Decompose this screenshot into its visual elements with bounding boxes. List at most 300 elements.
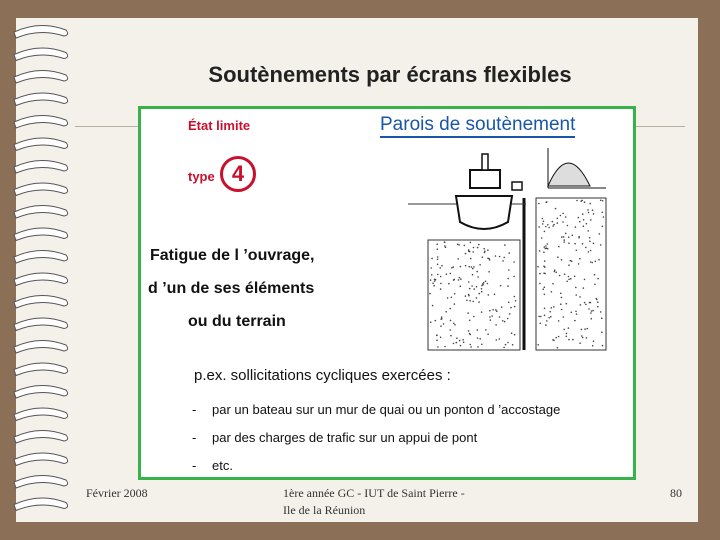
spiral-ring bbox=[14, 250, 68, 263]
slide-title: Soutènements par écrans flexibles bbox=[208, 62, 572, 87]
soil-dot bbox=[576, 200, 578, 202]
soil-dot bbox=[601, 331, 603, 333]
soil-dot bbox=[507, 278, 509, 280]
soil-dot bbox=[468, 266, 470, 268]
soil-dot bbox=[587, 209, 589, 211]
soil-dot bbox=[589, 237, 591, 239]
soil-dot bbox=[487, 258, 489, 260]
soil-dot bbox=[543, 251, 545, 253]
soil-dot bbox=[561, 297, 563, 299]
soil-dot bbox=[485, 281, 487, 283]
soil-dot bbox=[571, 312, 573, 314]
soil-dot bbox=[597, 306, 599, 308]
soil-dot bbox=[443, 323, 445, 325]
fatigue-line-2: d ’un de ses éléments bbox=[148, 280, 315, 297]
soil-dot bbox=[469, 333, 471, 335]
soil-dot bbox=[568, 279, 570, 281]
soil-dot bbox=[483, 248, 485, 250]
soil-dot bbox=[460, 285, 462, 287]
soil-dot bbox=[592, 345, 594, 347]
soil-dot bbox=[445, 311, 447, 313]
soil-dot bbox=[575, 287, 577, 289]
soil-dot bbox=[594, 274, 596, 276]
soil-dot bbox=[477, 329, 479, 331]
soil-dot bbox=[584, 201, 586, 203]
soil-dot bbox=[568, 236, 570, 238]
soil-dot bbox=[502, 260, 504, 262]
soil-dot bbox=[561, 236, 563, 238]
soil-dot bbox=[450, 273, 452, 275]
soil-dot bbox=[572, 339, 574, 341]
soil-dot bbox=[557, 256, 559, 258]
soil-dot bbox=[543, 221, 545, 223]
soil-dot bbox=[487, 283, 489, 285]
soil-dot bbox=[449, 308, 451, 310]
soil-dot bbox=[590, 312, 592, 314]
soil-dot bbox=[568, 327, 570, 329]
soil-dot bbox=[560, 293, 562, 295]
soil-dot bbox=[460, 266, 462, 268]
soil-dot bbox=[555, 208, 557, 210]
soil-dot bbox=[563, 329, 565, 331]
soil-dot bbox=[539, 273, 541, 275]
soil-dot bbox=[601, 212, 603, 214]
spiral-binding bbox=[0, 18, 80, 522]
soil-dot bbox=[554, 271, 556, 273]
soil-dot bbox=[430, 279, 432, 281]
soil-dot bbox=[463, 342, 465, 344]
soil-dot bbox=[476, 286, 478, 288]
soil-dot bbox=[477, 276, 479, 278]
bullet-1 bbox=[192, 402, 560, 417]
spiral-ring bbox=[14, 273, 68, 286]
soil-dot bbox=[586, 223, 588, 225]
soil-dot bbox=[508, 302, 510, 304]
soil-dot bbox=[576, 250, 578, 252]
spiral-ring bbox=[14, 25, 68, 38]
soil-dot bbox=[508, 269, 510, 271]
soil-dot bbox=[479, 264, 481, 266]
soil-dot bbox=[572, 235, 574, 237]
soil-dot bbox=[545, 226, 547, 228]
soil-dot bbox=[598, 259, 600, 261]
soil-dot bbox=[557, 218, 559, 220]
soil-dot bbox=[457, 258, 459, 260]
soil-dot bbox=[560, 215, 562, 217]
soil-dot bbox=[430, 267, 432, 269]
soil-dot bbox=[558, 336, 560, 338]
soil-dot bbox=[472, 274, 474, 276]
soil-dot bbox=[539, 250, 541, 252]
soil-dot bbox=[590, 219, 592, 221]
spiral-ring bbox=[14, 408, 68, 421]
spiral-ring bbox=[14, 160, 68, 173]
soil-dot bbox=[501, 306, 503, 308]
soil-dot bbox=[457, 244, 459, 246]
soil-dot bbox=[487, 333, 489, 335]
soil-dot bbox=[543, 272, 545, 274]
soil-dot bbox=[513, 276, 515, 278]
soil-dot bbox=[450, 320, 452, 322]
soil-dot bbox=[437, 259, 439, 261]
spiral-ring bbox=[14, 228, 68, 241]
soil-dot bbox=[600, 200, 602, 202]
soil-dot bbox=[440, 288, 442, 290]
soil-dot bbox=[435, 320, 437, 322]
soil-dot bbox=[492, 309, 494, 311]
soil-dot bbox=[557, 347, 559, 349]
soil-dot bbox=[575, 294, 577, 296]
soil-dot bbox=[465, 253, 467, 255]
soil-dot bbox=[595, 261, 597, 263]
soil-dot bbox=[565, 233, 567, 235]
soil-dot bbox=[431, 258, 433, 260]
soil-dot bbox=[544, 315, 546, 317]
soil-dot bbox=[566, 336, 568, 338]
soil-dot bbox=[473, 266, 475, 268]
soil-dot bbox=[596, 298, 598, 300]
spiral-ring bbox=[14, 318, 68, 331]
soil-dot bbox=[588, 212, 590, 214]
soil-dot bbox=[470, 346, 472, 348]
soil-dot bbox=[550, 316, 552, 318]
soil-dot bbox=[472, 268, 474, 270]
soil-dot bbox=[431, 274, 433, 276]
soil-dot bbox=[589, 241, 591, 243]
soil-dot bbox=[441, 316, 443, 318]
soil-dot bbox=[568, 242, 570, 244]
spiral-ring bbox=[14, 48, 68, 61]
soil-dot bbox=[496, 339, 498, 341]
spiral-ring bbox=[14, 295, 68, 308]
soil-dot bbox=[488, 294, 490, 296]
soil-dot bbox=[476, 297, 478, 299]
soil-dot bbox=[453, 323, 455, 325]
soil-dot bbox=[504, 321, 506, 323]
soil-dot bbox=[552, 339, 554, 341]
soil-dot bbox=[544, 308, 546, 310]
type-number: 4 bbox=[231, 161, 245, 186]
soil-dot bbox=[565, 216, 567, 218]
soil-dot bbox=[551, 291, 553, 293]
soil-dot bbox=[471, 266, 473, 268]
soil-dot bbox=[602, 200, 604, 202]
soil-dot bbox=[589, 203, 591, 205]
soil-dot bbox=[468, 294, 470, 296]
soil-dot bbox=[542, 288, 544, 290]
spiral-ring bbox=[14, 70, 68, 83]
soil-dot bbox=[566, 303, 568, 305]
soil-dot bbox=[460, 278, 462, 280]
boat-mast bbox=[482, 154, 488, 170]
soil-dot bbox=[488, 271, 490, 273]
soil-dot bbox=[537, 344, 539, 346]
spiral-ring bbox=[14, 475, 68, 488]
soil-dot bbox=[597, 278, 599, 280]
soil-dot bbox=[600, 244, 602, 246]
soil-dot bbox=[539, 323, 541, 325]
soil-dot bbox=[603, 216, 605, 218]
soil-dot bbox=[504, 244, 506, 246]
soil-dot bbox=[597, 301, 599, 303]
soil-dot bbox=[458, 244, 460, 246]
soil-dot bbox=[440, 337, 442, 339]
soil-dot bbox=[564, 273, 566, 275]
soil-dot bbox=[450, 335, 452, 337]
bullet-text: par un bateau sur un mur de quai ou un ponton d ’accostage bbox=[212, 402, 561, 417]
soil-dot bbox=[503, 347, 505, 349]
soil-dot bbox=[466, 300, 468, 302]
soil-dot bbox=[568, 264, 570, 266]
soil-dot bbox=[430, 321, 432, 323]
soil-dot bbox=[594, 284, 596, 286]
soil-dot bbox=[508, 252, 510, 254]
fender bbox=[512, 182, 522, 190]
soil-dot bbox=[602, 345, 604, 347]
soil-dot bbox=[440, 283, 442, 285]
soil-dot bbox=[441, 265, 443, 267]
soil-dot bbox=[454, 303, 456, 305]
soil-dot bbox=[439, 267, 441, 269]
soil-dot bbox=[553, 306, 555, 308]
soil-dot bbox=[437, 256, 439, 258]
soil-dot bbox=[567, 225, 569, 227]
soil-dot bbox=[566, 333, 568, 335]
soil-dot bbox=[437, 248, 439, 250]
soil-dot bbox=[542, 223, 544, 225]
soil-dot bbox=[512, 344, 514, 346]
soil-dot bbox=[503, 257, 505, 259]
soil-dot bbox=[434, 280, 436, 282]
spiral-ring bbox=[14, 385, 68, 398]
soil-dot bbox=[568, 276, 570, 278]
soil-dot bbox=[584, 302, 586, 304]
soil-dot bbox=[538, 203, 540, 205]
soil-dot bbox=[469, 300, 471, 302]
soil-dot bbox=[562, 221, 564, 223]
soil-dot bbox=[436, 339, 438, 341]
soil-dot bbox=[571, 260, 573, 262]
soil-dot bbox=[584, 328, 586, 330]
fatigue-line-1: Fatigue de l ’ouvrage, bbox=[150, 247, 315, 264]
soil-dot bbox=[489, 259, 491, 261]
soil-dot bbox=[543, 265, 545, 267]
soil-left-hatch bbox=[428, 240, 520, 350]
soil-dot bbox=[574, 320, 576, 322]
soil-dot bbox=[468, 281, 470, 283]
soil-dot bbox=[579, 221, 581, 223]
soil-dot bbox=[436, 243, 438, 245]
soil-dot bbox=[587, 230, 589, 232]
soil-dot bbox=[561, 259, 563, 261]
footer-course-line-1: 1ère année GC - IUT de Saint Pierre - bbox=[283, 486, 465, 500]
soil-dot bbox=[547, 243, 549, 245]
soil-dot bbox=[574, 243, 576, 245]
soil-dot bbox=[469, 320, 471, 322]
soil-dot bbox=[449, 329, 451, 331]
soil-dot bbox=[452, 266, 454, 268]
example-intro: p.ex. sollicitations cycliques exercées : bbox=[194, 367, 451, 384]
soil-dot bbox=[586, 337, 588, 339]
soil-dot bbox=[472, 301, 474, 303]
soil-dot bbox=[546, 320, 548, 322]
soil-dot bbox=[494, 293, 496, 295]
soil-dot bbox=[562, 213, 564, 215]
soil-dot bbox=[584, 279, 586, 281]
soil-dot bbox=[440, 276, 442, 278]
soil-dot bbox=[579, 342, 581, 344]
soil-dot bbox=[491, 315, 493, 317]
soil-dot bbox=[590, 261, 592, 263]
soil-dot bbox=[544, 286, 546, 288]
soil-dot bbox=[570, 278, 572, 280]
footer-date: Février 2008 bbox=[86, 486, 148, 500]
soil-dot bbox=[539, 283, 541, 285]
soil-dot bbox=[552, 225, 554, 227]
soil-dot bbox=[490, 319, 492, 321]
spiral-ring bbox=[14, 183, 68, 196]
soil-right-hatch bbox=[536, 198, 606, 350]
soil-dot bbox=[451, 267, 453, 269]
soil-dot bbox=[454, 279, 456, 281]
spiral-ring bbox=[14, 138, 68, 151]
soil-dot bbox=[478, 301, 480, 303]
soil-dot bbox=[473, 247, 475, 249]
soil-dot bbox=[582, 243, 584, 245]
soil-dot bbox=[563, 241, 565, 243]
soil-dot bbox=[578, 263, 580, 265]
soil-dot bbox=[473, 316, 475, 318]
spiral-ring bbox=[14, 93, 68, 106]
soil-dot bbox=[557, 222, 559, 224]
soil-dot bbox=[458, 279, 460, 281]
soil-dot bbox=[471, 285, 473, 287]
soil-dot bbox=[444, 242, 446, 244]
soil-dot bbox=[579, 296, 581, 298]
soil-dot bbox=[583, 225, 585, 227]
soil-dot bbox=[558, 246, 560, 248]
soil-dot bbox=[548, 227, 550, 229]
spiral-ring bbox=[14, 340, 68, 353]
soil-dot bbox=[548, 317, 550, 319]
soil-dot bbox=[590, 250, 592, 252]
soil-dot bbox=[585, 247, 587, 249]
soil-dot bbox=[544, 260, 546, 262]
force-time-curve bbox=[548, 163, 590, 186]
soil-dot bbox=[470, 344, 472, 346]
parois-title: Parois de soutènement bbox=[380, 114, 575, 138]
soil-dot bbox=[499, 316, 501, 318]
soil-dot bbox=[547, 224, 549, 226]
soil-dot bbox=[575, 226, 577, 228]
soil-dot bbox=[544, 246, 546, 248]
soil-dot bbox=[582, 213, 584, 215]
soil-dot bbox=[500, 285, 502, 287]
bullet-2 bbox=[192, 430, 477, 445]
soil-dot bbox=[561, 309, 563, 311]
soil-dot bbox=[545, 202, 547, 204]
bullet-dash: - bbox=[192, 430, 197, 445]
type-number-badge bbox=[220, 156, 256, 192]
soil-dot bbox=[593, 243, 595, 245]
soil-dot bbox=[429, 293, 431, 295]
soil-dot bbox=[507, 285, 509, 287]
soil-dot bbox=[560, 303, 562, 305]
soil-dot bbox=[574, 276, 576, 278]
soil-dot bbox=[510, 307, 512, 309]
soil-dot bbox=[602, 226, 604, 228]
footer-course-line-2: Ile de la Réunion bbox=[283, 503, 366, 517]
boat-cabin bbox=[470, 170, 500, 188]
soil-dot bbox=[437, 346, 439, 348]
soil-dot bbox=[468, 330, 470, 332]
soil-dot bbox=[447, 297, 449, 299]
soil-dot bbox=[538, 226, 540, 228]
soil-dot bbox=[592, 262, 594, 264]
soil-dot bbox=[581, 335, 583, 337]
soil-dot bbox=[509, 313, 511, 315]
soil-dot bbox=[592, 310, 594, 312]
soil-dot bbox=[537, 266, 539, 268]
spiral-ring bbox=[14, 498, 68, 511]
soil-dot bbox=[585, 304, 587, 306]
soil-dot bbox=[478, 244, 480, 246]
soil-dot bbox=[477, 247, 479, 249]
soil-dot bbox=[470, 242, 472, 244]
soil-dot bbox=[444, 346, 446, 348]
etat-limite-label: État limite bbox=[188, 118, 251, 133]
soil-dot bbox=[451, 297, 453, 299]
soil-dot bbox=[559, 275, 561, 277]
soil-dot bbox=[465, 295, 467, 297]
soil-dot bbox=[459, 340, 461, 342]
soil-dot bbox=[440, 325, 442, 327]
soil-dot bbox=[476, 271, 478, 273]
soil-dot bbox=[555, 272, 557, 274]
quay-wall-diagram bbox=[408, 140, 608, 352]
soil-dot bbox=[581, 329, 583, 331]
soil-dot bbox=[484, 252, 486, 254]
soil-dot bbox=[437, 274, 439, 276]
soil-dot bbox=[456, 337, 458, 339]
soil-dot bbox=[499, 338, 501, 340]
soil-dot bbox=[432, 282, 434, 284]
soil-dot bbox=[580, 304, 582, 306]
soil-dot bbox=[495, 255, 497, 257]
soil-dot bbox=[472, 251, 474, 253]
soil-dot bbox=[481, 311, 483, 313]
soil-dot bbox=[593, 213, 595, 215]
soil-dot bbox=[489, 316, 491, 318]
soil-dot bbox=[590, 302, 592, 304]
soil-dot bbox=[514, 306, 516, 308]
soil-dot bbox=[459, 277, 461, 279]
soil-dot bbox=[485, 329, 487, 331]
soil-dot bbox=[514, 334, 516, 336]
soil-dot bbox=[599, 233, 601, 235]
soil-dot bbox=[499, 256, 501, 258]
bullet-text: par des charges de trafic sur un appui de pont bbox=[212, 430, 478, 445]
soil-dot bbox=[473, 288, 475, 290]
soil-dot bbox=[552, 283, 554, 285]
soil-dot bbox=[433, 285, 435, 287]
soil-dot bbox=[481, 288, 483, 290]
soil-dot bbox=[496, 310, 498, 312]
soil-dot bbox=[542, 218, 544, 220]
soil-dot bbox=[515, 300, 517, 302]
type-label: type bbox=[188, 169, 215, 184]
soil-dot bbox=[600, 311, 602, 313]
